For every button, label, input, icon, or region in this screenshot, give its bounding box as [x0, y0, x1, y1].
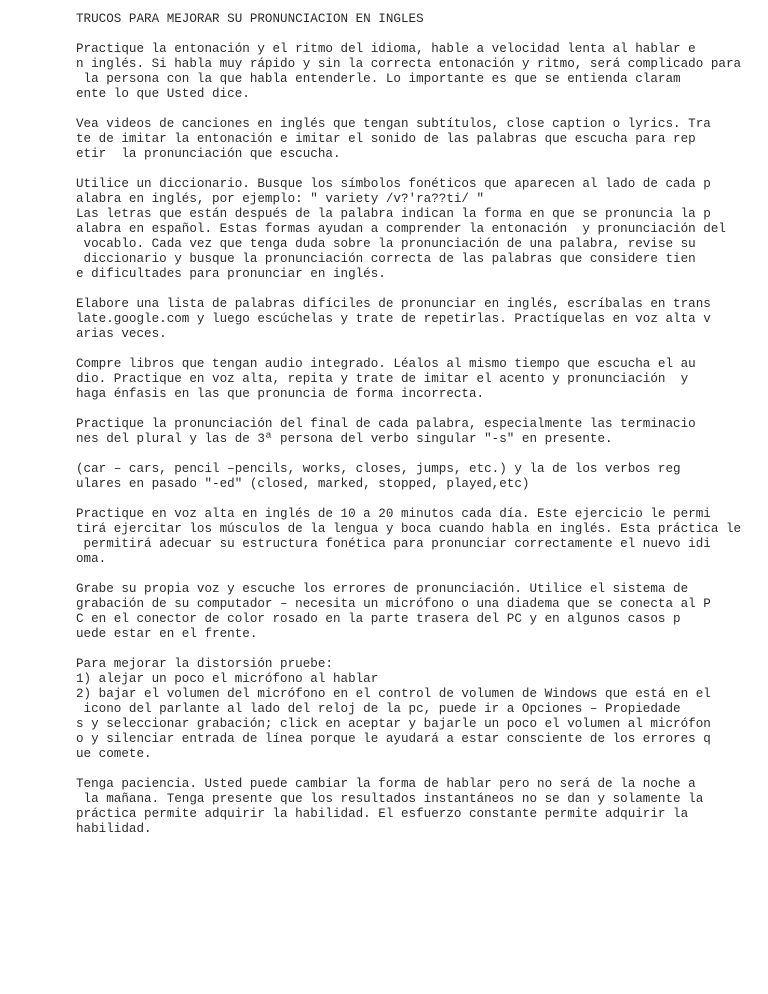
text-line: Practique la entonación y el ritmo del idioma, hable a velocidad lenta al hablar e	[76, 42, 696, 56]
paragraph	[76, 462, 756, 492]
text-line: Elabore una lista de palabras difíciles de pronunciar en inglés, escríbalas en trans	[76, 297, 711, 311]
text-line: ue comete.	[76, 747, 152, 761]
text-line: Practique la pronunciación del final de cada palabra, especialmente las terminacio	[76, 417, 696, 431]
paragraph	[76, 177, 756, 282]
text-line: uede estar en el frente.	[76, 627, 258, 641]
text-line: grabación de su computador – necesita un micrófono o una diadema que se conecta al P	[76, 597, 711, 611]
document-page	[76, 12, 756, 852]
text-line: n inglés. Si habla muy rápido y sin la correcta entonación y ritmo, será complicado para	[76, 57, 742, 71]
paragraph	[76, 582, 756, 642]
text-line: Grabe su propia voz y escuche los errores de pronunciación. Utilice el sistema de	[76, 582, 689, 596]
text-line: icono del parlante al lado del reloj de la pc, puede ir a Opciones – Propiedade	[76, 702, 681, 716]
text-line: permitirá adecuar su estructura fonética para pronunciar correctamente el nuevo idi	[76, 537, 711, 551]
text-line: Las letras que están después de la palabra indican la forma en que se pronuncia la p	[76, 207, 711, 221]
text-line: alabra en español. Estas formas ayudan a comprender la entonación y pronunciación del	[76, 222, 726, 236]
text-line: ente lo que Usted dice.	[76, 87, 250, 101]
text-line: s y seleccionar grabación; click en aceptar y bajarle un poco el volumen al micrófon	[76, 717, 711, 731]
text-line: Compre libros que tengan audio integrado. Léalos al mismo tiempo que escucha el au	[76, 357, 696, 371]
text-line: 2) bajar el volumen del micrófono en el control de volumen de Windows que está en el	[76, 687, 711, 701]
text-line: tirá ejercitar los músculos de la lengua y boca cuando habla en inglés. Esta práctica le	[76, 522, 742, 536]
paragraph	[76, 297, 756, 342]
text-line: e dificultades para pronunciar en inglés.	[76, 267, 386, 281]
text-line: te de imitar la entonación e imitar el sonido de las palabras que escucha para rep	[76, 132, 696, 146]
text-line: la mañana. Tenga presente que los resultados instantáneos no se dan y solamente la	[76, 792, 704, 806]
text-line: ulares en pasado "-ed" (closed, marked, stopped, played,etc)	[76, 477, 530, 491]
text-line: C en el conector de color rosado en la parte trasera del PC y en algunos casos p	[76, 612, 681, 626]
paragraph	[76, 42, 756, 102]
text-line: oma.	[76, 552, 107, 566]
text-line: Practique en voz alta en inglés de 10 a 20 minutos cada día. Este ejercicio le permi	[76, 507, 711, 521]
text-line: arias veces.	[76, 327, 167, 341]
text-line: (car – cars, pencil –pencils, works, closes, jumps, etc.) y la de los verbos reg	[76, 462, 681, 476]
paragraph	[76, 417, 756, 447]
text-line: Vea videos de canciones en inglés que tengan subtítulos, close caption o lyrics. Tra	[76, 117, 711, 131]
text-line: haga énfasis en las que pronuncia de forma incorrecta.	[76, 387, 485, 401]
document-body	[76, 42, 756, 837]
document-title: TRUCOS PARA MEJORAR SU PRONUNCIACION EN INGLES	[76, 12, 424, 26]
text-line: dio. Practique en voz alta, repita y trate de imitar el acento y pronunciación y	[76, 372, 689, 386]
text-line: habilidad.	[76, 822, 152, 836]
text-line: Tenga paciencia. Usted puede cambiar la forma de hablar pero no será de la noche a	[76, 777, 696, 791]
text-line: alabra en inglés, por ejemplo: " variety /v?'ra??ti/ "	[76, 192, 485, 206]
text-line: Para mejorar la distorsión pruebe:	[76, 657, 333, 671]
text-line: práctica permite adquirir la habilidad. El esfuerzo constante permite adquirir la	[76, 807, 689, 821]
text-line: 1) alejar un poco el micrófono al hablar	[76, 672, 379, 686]
text-line: etir la pronunciación que escucha.	[76, 147, 341, 161]
text-line: Utilice un diccionario. Busque los símbolos fonéticos que aparecen al lado de cada p	[76, 177, 711, 191]
paragraph	[76, 507, 756, 567]
paragraph	[76, 657, 756, 762]
paragraph	[76, 357, 756, 402]
text-line: vocablo. Cada vez que tenga duda sobre la pronunciación de una palabra, revise su	[76, 237, 696, 251]
paragraph	[76, 777, 756, 837]
text-line: la persona con la que habla entenderle. Lo importante es que se entienda claram	[76, 72, 681, 86]
text-line: nes del plural y las de 3ª persona del verbo singular "-s" en presente.	[76, 432, 613, 446]
paragraph	[76, 117, 756, 162]
text-line: late.google.com y luego escúchelas y trate de repetirlas. Practíquelas en voz alta v	[76, 312, 711, 326]
text-line: diccionario y busque la pronunciación correcta de las palabras que considere tien	[76, 252, 696, 266]
text-line: o y silenciar entrada de línea porque le ayudará a estar consciente de los errores q	[76, 732, 711, 746]
